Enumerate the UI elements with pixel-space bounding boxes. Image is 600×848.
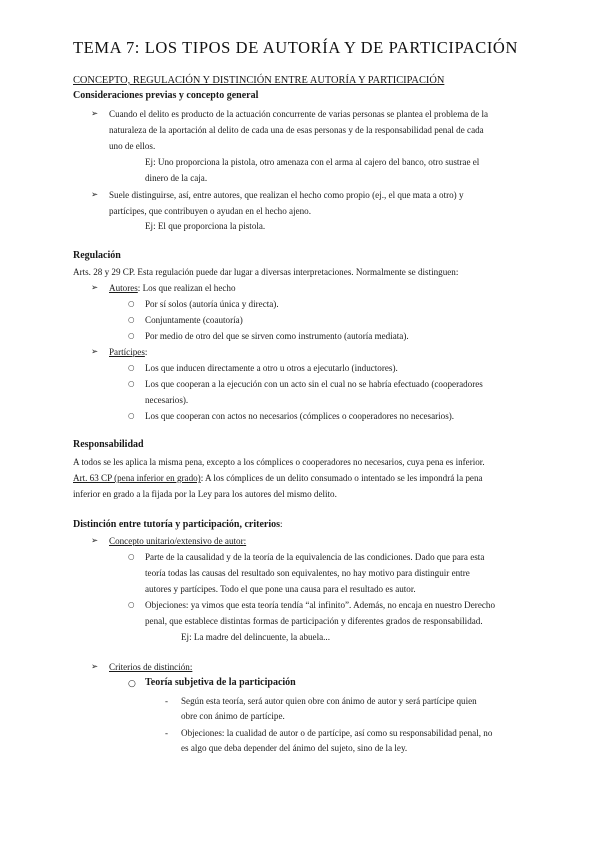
paragraph-line: partícipes, que contribuyen o ayudan en el hecho ajeno.	[109, 206, 312, 216]
art63-line-2: inferior en grado a la fijada por la Ley para los autores del mismo delito.	[73, 489, 337, 499]
list-item: Objeciones: la cualidad de autor o de partícipe, así como su responsabilidad penal, no	[181, 728, 493, 738]
autores-rest: : Los que realizan el hecho	[137, 283, 236, 293]
teoria-subjetiva-heading: Teoría subjetiva de la participación	[145, 677, 296, 688]
art63-line	[73, 472, 483, 484]
example-line: dinero de la caja.	[145, 173, 208, 183]
unitario-line	[109, 535, 246, 547]
list-item: Según esta teoría, será autor quien obre con ánimo de autor y será partícipe quien	[181, 696, 477, 706]
circle-bullet-icon: ○	[128, 363, 135, 372]
list-item: Los que inducen directamente a otro u otros a ejecutarlo (inductores).	[145, 363, 398, 373]
list-item: Los que cooperan a la ejecución con un acto sin el cual no se habría efectuado (cooperadores	[145, 379, 483, 389]
criterios-label: Criterios de distinción:	[109, 662, 193, 672]
list-item: Por sí solos (autoría única y directa).	[145, 299, 279, 309]
distincion-heading-line	[73, 518, 283, 531]
list-item: Parte de la causalidad y de la teoría de la equivalencia de las condiciones. Dado que para esta	[145, 552, 485, 562]
example-line: Ej: La madre del delincuente, la abuela...	[181, 632, 330, 642]
autores-line	[109, 282, 236, 294]
responsabilidad-text: A todos se les aplica la misma pena, excepto a los cómplices o cooperadores no necesarios, cuya pena es inferior.	[73, 457, 485, 467]
list-item-continued: teoría todas las causas del resultado son equivalentes, no hay motivo para distinguir entre	[145, 568, 470, 578]
list-item-continued: necesarios).	[145, 395, 189, 405]
list-item: Los que cooperan con actos no necesarios (cómplices o cooperadores no necesarios).	[145, 411, 455, 421]
dash-bullet-icon: -	[165, 728, 168, 738]
example-line: Ej: Uno proporciona la pistola, otro amenaza con el arma al cajero del banco, otro sustrae el	[145, 157, 480, 167]
arrow-bullet-icon: ➢	[91, 190, 99, 200]
paragraph-line: naturaleza de la aportación al delito de cada una de esas personas y de la responsabilidad penal de cada	[109, 125, 484, 135]
example-line: Ej: El que proporciona la pistola.	[145, 221, 266, 231]
circle-bullet-icon: ○	[128, 379, 135, 388]
list-item-continued: es algo que deba depender del ánimo del sujeto, sino de la ley.	[181, 743, 408, 753]
arrow-bullet-icon: ➢	[91, 109, 99, 119]
distincion-colon: :	[280, 519, 283, 529]
unitario-colon: :	[243, 536, 247, 546]
participes-label: Partícipes	[109, 347, 145, 357]
list-item-continued: obre con ánimo de partícipe.	[181, 711, 285, 721]
regulacion-heading: Regulación	[73, 250, 121, 261]
circle-bullet-icon: ○	[128, 331, 135, 340]
circle-bullet-icon: ○	[128, 299, 135, 308]
circle-bullet-icon: ○	[128, 679, 136, 689]
distincion-heading: Distinción entre tutoría y participación, criterios	[73, 519, 281, 530]
circle-bullet-icon: ○	[128, 600, 135, 609]
autores-label: Autores	[109, 283, 138, 293]
dash-bullet-icon: -	[165, 696, 168, 706]
section-subtitle: CONCEPTO, REGULACIÓN Y DISTINCIÓN ENTRE AUTORÍA Y PARTICIPACIÓN	[73, 75, 445, 86]
list-item-continued: autores y partícipes. Todo el que pone una causa para el resultado es autor.	[145, 584, 416, 594]
list-item-continued: penal, que establece distintas formas de participación y diferentes grados de responsabilidad.	[145, 616, 483, 626]
regulacion-intro: Arts. 28 y 29 CP. Esta regulación puede dar lugar a diversas interpretaciones. Normalmente se distinguen:	[73, 267, 459, 277]
paragraph-line: Cuando el delito es producto de la actuación concurrente de varias personas se plantea el problema de la	[109, 109, 489, 119]
list-item: Objeciones: ya vimos que esta teoría tendía “al infinito”. Además, no encaja en nuestro Derecho	[145, 600, 495, 610]
participes-line	[109, 346, 147, 358]
responsabilidad-heading: Responsabilidad	[73, 439, 144, 450]
participes-rest: :	[144, 347, 148, 357]
arrow-bullet-icon: ➢	[91, 662, 99, 672]
arrow-bullet-icon: ➢	[91, 283, 99, 293]
paragraph-line: Suele distinguirse, así, entre autores, que realizan el hecho como propio (ej., el que mata a otro) y	[109, 190, 464, 200]
art63-label: Art. 63 CP (pena inferior en grado)	[73, 473, 201, 483]
art63-rest: : A los cómplices de un delito consumado o intentado se les impondrá la pena	[200, 473, 483, 483]
circle-bullet-icon: ○	[128, 315, 135, 324]
arrow-bullet-icon: ➢	[91, 536, 99, 546]
consideraciones-heading: Consideraciones previas y concepto general	[73, 90, 259, 101]
paragraph-line: uno de ellos.	[109, 141, 156, 151]
arrow-bullet-icon: ➢	[91, 347, 99, 357]
list-item: Por medio de otro del que se sirven como instrumento (autoría mediata).	[145, 331, 409, 341]
circle-bullet-icon: ○	[128, 411, 135, 420]
circle-bullet-icon: ○	[128, 552, 135, 561]
list-item: Conjuntamente (coautoría)	[145, 315, 243, 325]
document-title: TEMA 7: LOS TIPOS DE AUTORÍA Y DE PARTICIPACIÓN	[73, 38, 518, 57]
unitario-label: Concepto unitario/extensivo de autor	[109, 536, 244, 546]
